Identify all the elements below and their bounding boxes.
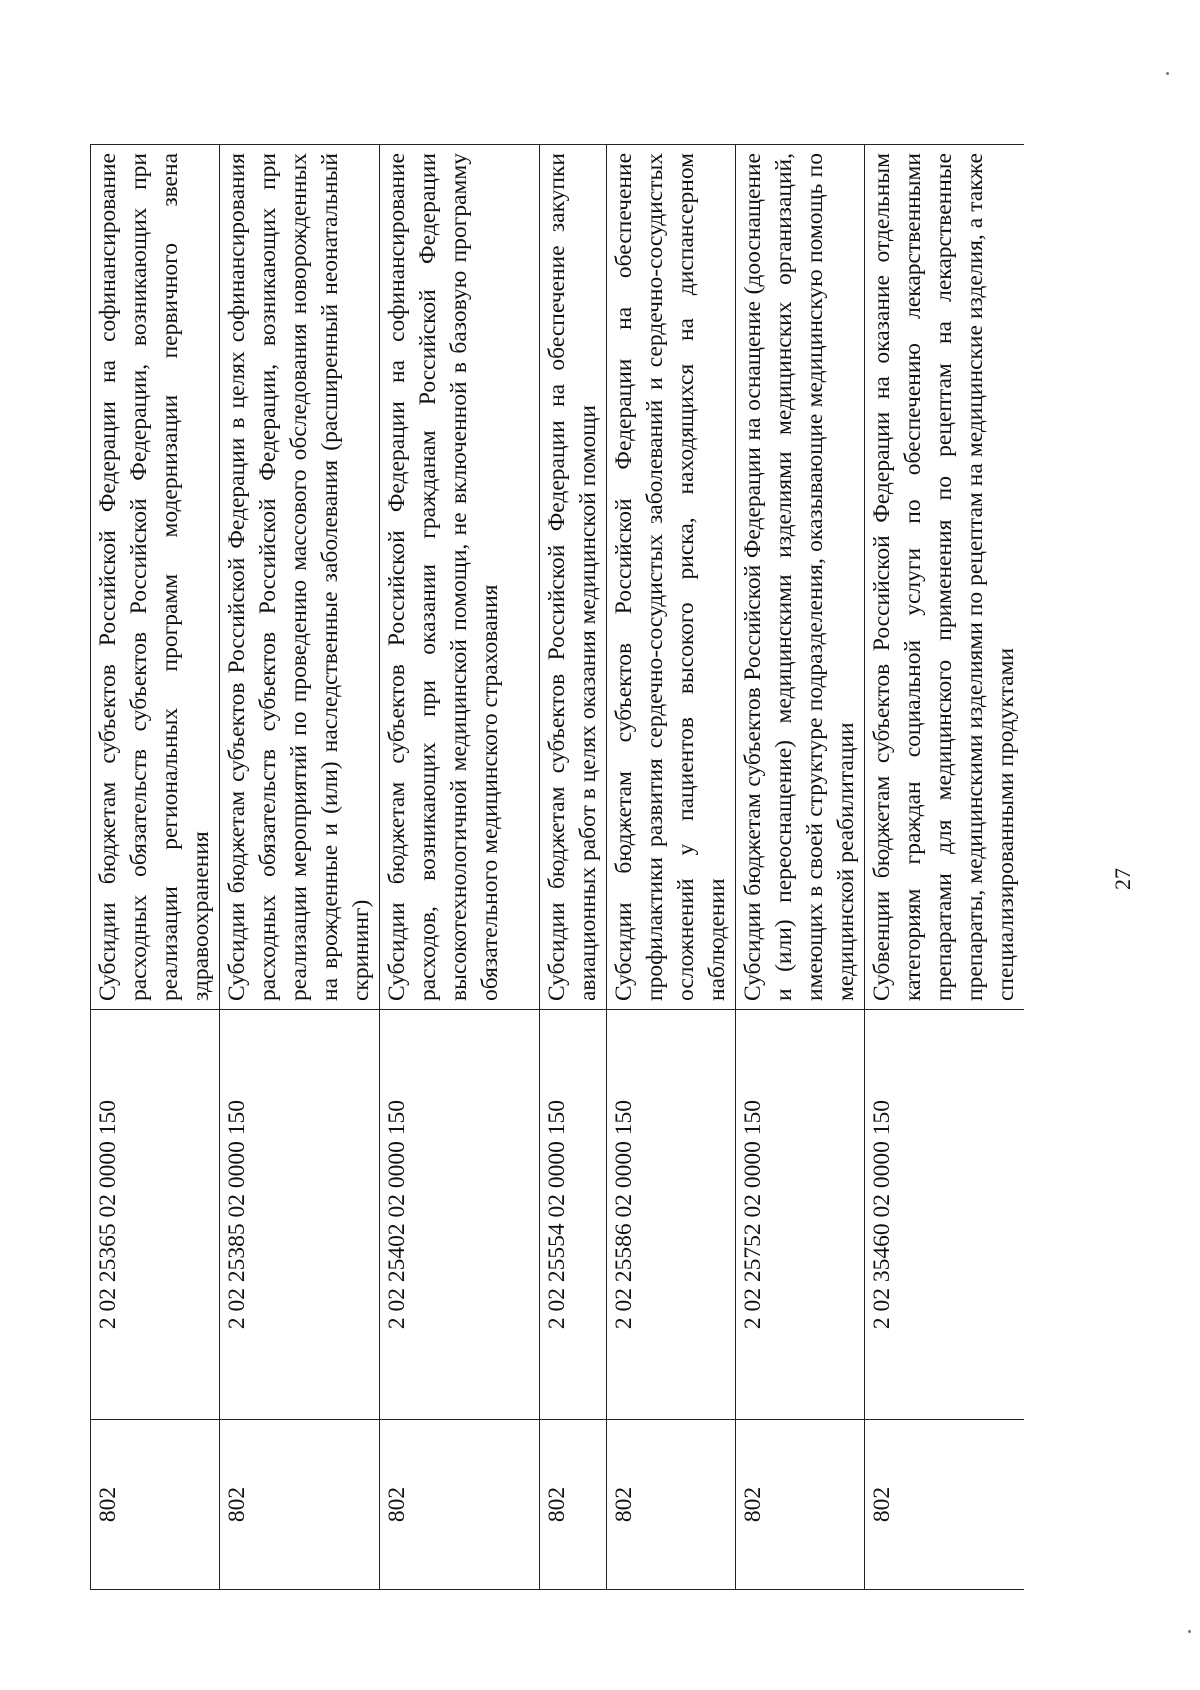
page-number: 27 [1110, 868, 1135, 890]
scan-speck [1188, 1630, 1191, 1633]
table-row [220, 145, 380, 1590]
admin-code-cell: 802 [865, 1420, 1025, 1590]
table-row [736, 145, 865, 1590]
table-container [90, 145, 1045, 1590]
budget-code-cell: 2 02 25554 02 0000 150 [540, 1010, 607, 1420]
admin-code-cell: 802 [607, 1420, 736, 1590]
table-row [540, 145, 607, 1590]
admin-code-cell: 802 [220, 1420, 380, 1590]
table-row [865, 145, 1025, 1590]
scan-speck [1166, 72, 1169, 75]
description-cell: Субсидии бюджетам субъектов Российской Федерации на оснащение (дооснащение и (или) переоснащение) медицинскими изделиями медицинских организаций, имеющих в своей структуре подразделения, оказывающие медицинскую помощь по медицинской реабилитации [736, 145, 865, 1010]
budget-code-cell: 2 02 25752 02 0000 150 [736, 1010, 865, 1420]
description-cell: Субсидии бюджетам субъектов Российской Федерации на обеспечение профилактики развития сердечно-сосудистых заболеваний и сердечно-сосудистых осложнений у пациентов высокого риска, находящихся на диспансерном наблюдении [607, 145, 736, 1010]
description-cell: Субсидии бюджетам субъектов Российской Федерации на софинансирование расходных обязательств субъектов Российской Федерации, возникающих при реализации региональных программ модернизации первичного звена здравоохранения [91, 145, 220, 1010]
table-row [91, 145, 220, 1590]
description-cell: Субвенции бюджетам субъектов Российской Федерации на оказание отдельным категориям граждан социальной услуги по обеспечению лекарственными препаратами для медицинского применения по рецептам на лекарственные препараты, медицинскими изделиями по рецептам на медицинские изделия, а также специализированными продуктами [865, 145, 1025, 1010]
description-cell: Субсидии бюджетам субъектов Российской Федерации на обеспечение закупки авиационных работ в целях оказания медицинской помощи [540, 145, 607, 1010]
admin-code-cell: 802 [540, 1420, 607, 1590]
budget-code-cell: 2 02 25365 02 0000 150 [91, 1010, 220, 1420]
budget-code-cell: 2 02 25385 02 0000 150 [220, 1010, 380, 1420]
budget-code-cell: 2 02 35460 02 0000 150 [865, 1010, 1025, 1420]
admin-code-cell: 802 [91, 1420, 220, 1590]
table-row [607, 145, 736, 1590]
admin-code-cell: 802 [380, 1420, 540, 1590]
budget-code-cell: 2 02 25402 02 0000 150 [380, 1010, 540, 1420]
budget-code-cell: 2 02 25586 02 0000 150 [607, 1010, 736, 1420]
description-cell: Субсидии бюджетам субъектов Российской Федерации в целях софинансирования расходных обязательств субъектов Российской Федерации, возникающих при реализации мероприятий по проведению массового обследования новорожденных на врожденные и (или) наследственные заболевания (расширенный неонатальный скрининг) [220, 145, 380, 1010]
budget-codes-table [90, 144, 1024, 1590]
table-row [380, 145, 540, 1590]
admin-code-cell: 802 [736, 1420, 865, 1590]
description-cell: Субсидии бюджетам субъектов Российской Федерации на софинансирование расходов, возникающих при оказании гражданам Российской Федерации высокотехнологичной медицинской помощи, не включенной в базовую программу обязательного медицинского страхования [380, 145, 540, 1010]
